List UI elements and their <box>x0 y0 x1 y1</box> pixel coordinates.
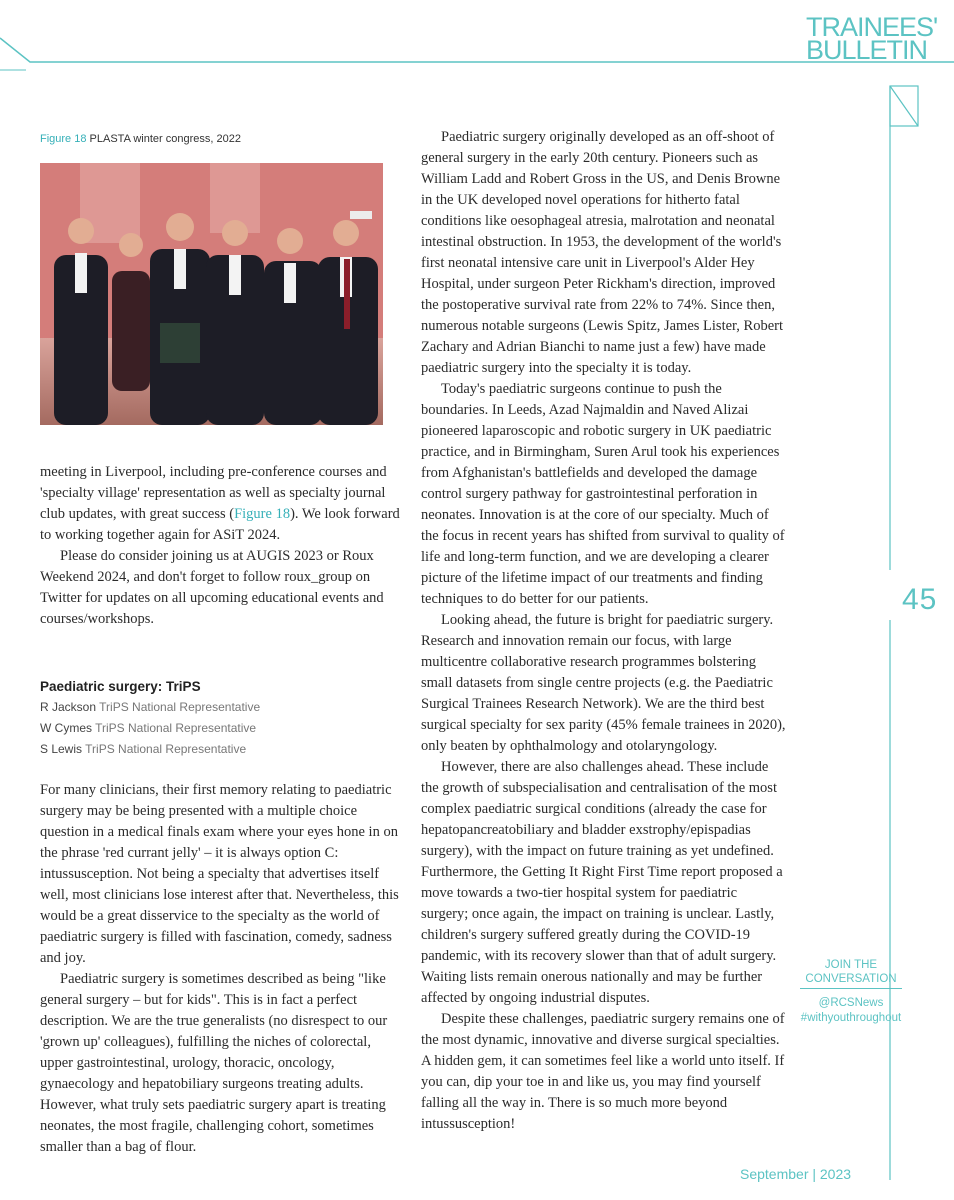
paragraph-roux-1-text: meeting in Liverpool, including pre-conference courses and 'specialty village' representation as well as specialty journal club updates, with great success ( <box>40 464 387 522</box>
paragraph-innovation: Today's paediatric surgeons continue to push the boundaries. In Leeds, Azad Najmaldin and Naved Alizai pioneered laparoscopic and robotic surgery in UK paediatric practice, and in Birmingham, Suren Arul took his experiences from Afghanistan's battlefields and developed the damage control surgery pathway for gastrointestinal perforation in neonates. Innovation is at the core of our specialty. Much of the focus in recent years has shifted from survival to quality of life and long-term function, and we are developing a clearer picture of the lifetime impact of our treatments and finding techniques to do better for our patients. <box>421 381 785 607</box>
issue-date: September | 2023 <box>740 1166 852 1182</box>
publication-title <box>806 12 938 65</box>
author-role: TriPS National Representative <box>99 700 261 714</box>
left-column-intro <box>40 462 402 630</box>
paragraph-intro: For many clinicians, their first memory relating to paediatric surgery may be being presented with a multiple choice question in a medical finals exam where your eyes hone in on the phrase 'red currant jelly' – it is always option C: intussusception. Not being a specialty that advertises itself well, most clinicians lose interest after that. Nevertheless, this would be a great disservice to the specialty as the world of paediatric surgery is filled with fascination, comedy, sadness and joy. <box>40 782 399 966</box>
paragraph-future: Looking ahead, the future is bright for paediatric surgery. Research and innovation remain our focus, with large multicentre collaborative research programmes bolstering small datasets from single centre projects (e.g. the Paediatric Surgical Trainees Research Network). We are the third best surgical specialty for sex parity (45% female trainees in 2020), only beaten by ophthalmology and otolaryngology. <box>421 612 786 754</box>
paragraph-challenges: However, there are also challenges ahead. These include the growth of subspecialisation and centralisation of the most complex paediatric surgical conditions (already the case for hepatopancreatobiliary and bladder exstrophy/epispadias surgery), with the impact on future training as yet undefined. Furthermore, the Getting It Right First Time report proposed a move towards a two-tier hospital system for paediatric surgery; once again, the impact on training is unclear. Lastly, children's surgery suffered greatly during the COVID-19 pandemic, with its recovery slower than that of adult surgery. Waiting lists remain onerous nationally and may be further affected by ongoing industrial disputes. <box>421 759 783 1006</box>
page-number: 45 <box>902 583 938 616</box>
figure-photo <box>40 163 383 425</box>
right-column-article <box>421 127 786 1135</box>
join-line1: JOIN THE <box>824 959 878 971</box>
author-line <box>40 721 256 735</box>
publication-title-line2: BULLETIN <box>806 35 928 65</box>
paragraph-conclusion: Despite these challenges, paediatric surgery remains one of the most dynamic, innovative and diverse surgical specialties. A hidden gem, it can sometimes feel like a world unto itself. If you can, dip your toe in and like us, you may find yourself falling all the way in. There is so much more beyond intussusception! <box>421 1011 785 1132</box>
figure-18-link[interactable]: Figure 18 <box>234 506 291 522</box>
join-divider <box>800 988 902 989</box>
section-heading: Paediatric surgery: TriPS <box>40 679 201 694</box>
author-line <box>40 700 260 714</box>
margin-frame <box>880 80 940 1200</box>
figure-label: Figure 18 <box>40 133 87 145</box>
paragraph-roux-1-end: ). We look forward to working together again for ASiT 2024. <box>40 506 400 543</box>
paragraph-history: Paediatric surgery originally developed as an off-shoot of general surgery in the early 20th century. Pioneers such as William Ladd and Robert Gross in the US, and Denis Browne in the UK developed novel operations for hitherto fatal conditions like oesophageal atresia, malrotation and neonatal intestinal obstruction. In 1953, the development of the world's first neonatal intensive care unit in Liverpool's Alder Hey Hospital, under surgeon Peter Rickham's direction, improved the postoperative survival rate from 22% to 74%. Since then, numerous notable surgeons (Lewis Spitz, James Lister, Robert Zachary and Adrian Bianchi to name just a few) have made paediatric surgery into the specialty it is today. <box>421 129 783 376</box>
author-name: R Jackson <box>40 700 97 714</box>
author-role: TriPS National Representative <box>95 721 257 735</box>
author-role: TriPS National Representative <box>85 742 247 756</box>
author-name: S Lewis <box>40 742 83 756</box>
paragraph-generalists: Paediatric surgery is sometimes described as being "like general surgery – but for kids". This is in fact a perfect description. We are the true generalists (no disrespect to our 'grown up' colleagues), fulfilling the niches of colorectal, upper gastrointestinal, urology, thoracic, oncology, gynaecology and hepatobiliary surgeons treating adults. However, what truly sets paediatric surgery apart is treating neonates, the most fragile, challenging cohort, sometimes smaller than a bag of flour. <box>40 971 388 1155</box>
photo-illustration <box>40 163 383 425</box>
figure-caption <box>40 133 241 145</box>
left-column-article <box>40 780 402 1158</box>
join-line2: CONVERSATION <box>805 973 897 985</box>
twitter-handle[interactable]: @RCSNews <box>818 997 884 1009</box>
paragraph-roux-2: Please do consider joining us at AUGIS 2023 or Roux Weekend 2024, and don't forget to follow roux_group on Twitter for updates on all upcoming educational events and courses/workshops. <box>40 548 384 627</box>
social-links <box>786 996 916 1026</box>
join-conversation <box>800 958 902 986</box>
hashtag[interactable]: #withyouthroughout <box>800 1012 902 1024</box>
publication-title-line1: TRAINEES' <box>806 12 938 42</box>
paragraph-roux-1 <box>40 462 402 546</box>
author-line <box>40 742 246 756</box>
author-name: W Cymes <box>40 721 92 735</box>
figure-caption-text: PLASTA winter congress, 2022 <box>89 133 241 145</box>
